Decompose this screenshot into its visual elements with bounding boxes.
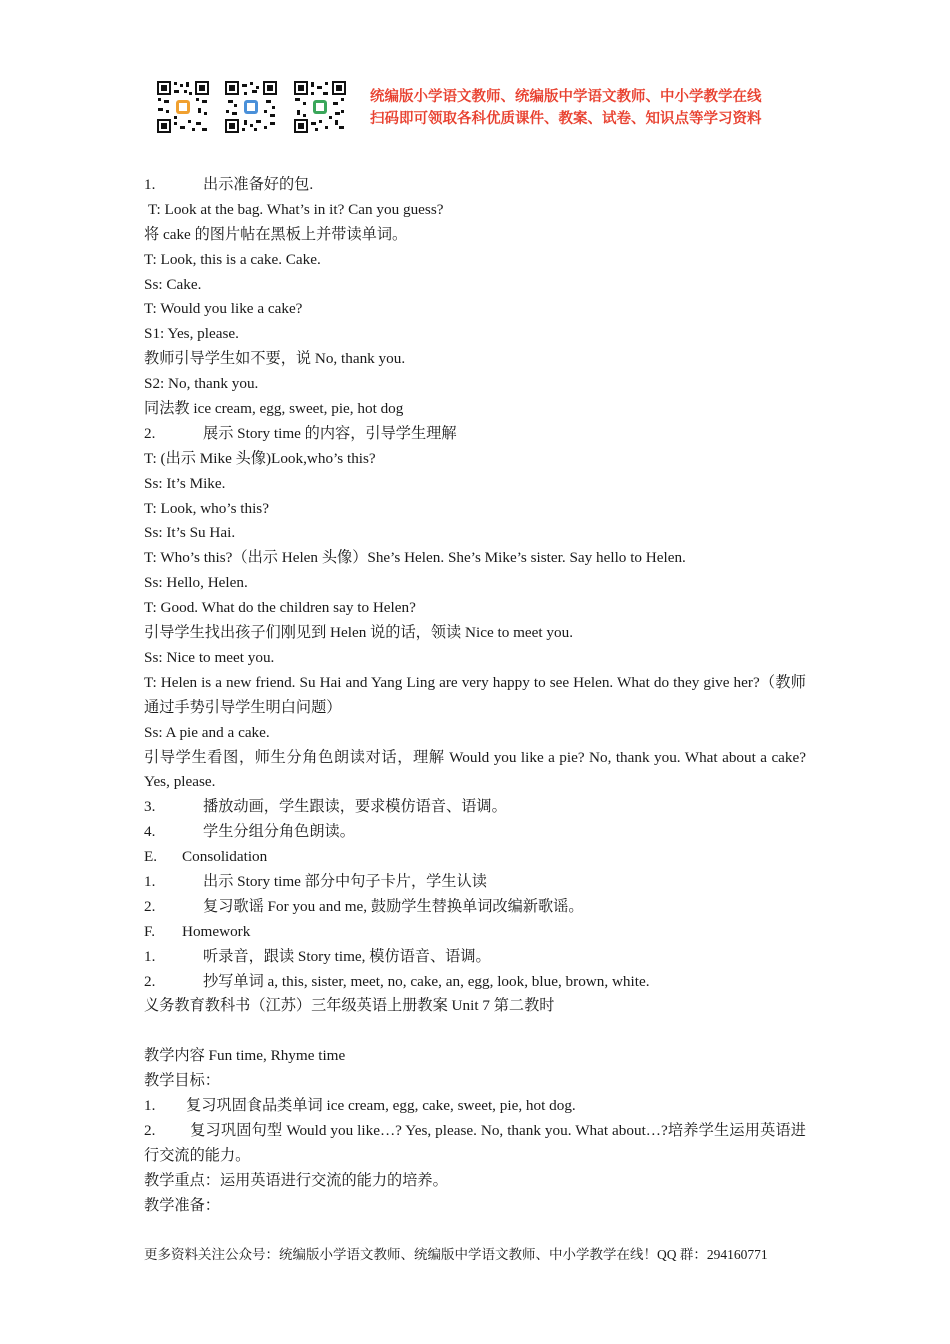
list-number: 1. (144, 176, 156, 193)
list-item (144, 895, 806, 920)
paragraph: 教师引导学生如不要，说 No, thank you. (144, 350, 406, 368)
list-item (144, 820, 806, 845)
dialog-line: Ss: Hello, Helen. (144, 574, 248, 592)
paragraph: 教学准备： (144, 1196, 220, 1214)
header-banner (156, 80, 806, 136)
dialog-line: T: (出示 Mike 头像)Look,who’s this? (144, 449, 376, 467)
list-item (144, 970, 806, 995)
list-text: 复习巩固句型 Would you like…? Yes, please. No, thank you. What about…?培养学生运用英语进行交流的能力。 (144, 1121, 806, 1164)
list-number: 3. (144, 798, 156, 816)
paragraph: 教学目标： (144, 1072, 220, 1090)
dialog-line: Ss: A pie and a cake. (144, 723, 270, 741)
dialog-line: Ss: It’s Mike. (144, 474, 226, 492)
list-number: 1. (144, 873, 156, 890)
header-promo-text (370, 86, 762, 130)
list-item (144, 1119, 806, 1169)
footer-note: 更多资料关注公众号：统编版小学语文教师、统编版中学语文教师、中小学教学在线！QQ 群：294160771 (144, 1247, 768, 1262)
header-line-1: 统编版小学语文教师、统编版中学语文教师、中小学教学在线 (370, 89, 762, 105)
document-title: 义务教育教科书（江苏）三年级英语上册教案 Unit 7 第二教时 (144, 997, 555, 1015)
section-title: Consolidation (182, 848, 268, 866)
list-item (144, 945, 806, 970)
paragraph: 教学内容 Fun time, Rhyme time (144, 1047, 346, 1065)
paragraph: 同法教 ice cream, egg, sweet, pie, hot dog (144, 400, 404, 418)
list-text: 出示 Story time 部分中句子卡片，学生认读 (203, 873, 487, 890)
list-item (144, 422, 806, 447)
dialog-line: S2: No, thank you. (144, 375, 259, 393)
dialog-line: T: Who’s this?（出示 Helen 头像）She’s Helen. She’s Mike’s sister. Say hello to Helen. (144, 549, 686, 567)
list-item (144, 173, 806, 198)
list-text: 复习巩固食品类单词 ice cream, egg, cake, sweet, pie, hot dog. (186, 1097, 576, 1115)
qr-code-icon[interactable] (156, 80, 210, 134)
list-item (144, 795, 806, 820)
list-text: 播放动画，学生跟读，要求模仿语音、语调。 (203, 798, 507, 816)
paragraph: 将 cake 的图片帖在黑板上并带读单词。 (144, 225, 408, 243)
paragraph: 引导学生找出孩子们刚见到 Helen 说的话，领读 Nice to meet you. (144, 624, 573, 642)
section-title: Homework (182, 922, 251, 940)
list-number: 2. (144, 1121, 156, 1139)
list-text: 听录音，跟读 Story time, 模仿语音、语调。 (203, 947, 491, 965)
paragraph: 引导学生看图，师生分角色朗读对话，理解 Would you like a pie? No, thank you. What about a cake? Yes, please. (144, 748, 806, 791)
dialog-line: S1: Yes, please. (144, 325, 239, 343)
list-text: 出示准备好的包. (203, 176, 314, 193)
section-letter: E. (144, 848, 158, 866)
dialog-line: T: Look at the bag. What’s in it? Can you guess? (148, 200, 444, 218)
dialog-line: T: Look, this is a cake. Cake. (144, 250, 321, 268)
section-heading (144, 920, 806, 945)
spacer (144, 1019, 806, 1044)
dialog-line: T: Look, who’s this? (144, 499, 269, 517)
paragraph: 教学重点：运用英语进行交流的能力的培养。 (144, 1171, 448, 1189)
list-number: 4. (144, 823, 156, 841)
section-heading (144, 845, 806, 870)
list-number: 1. (144, 1097, 156, 1115)
dialog-line: Ss: Nice to meet you. (144, 648, 275, 666)
list-number: 2. (144, 897, 156, 915)
list-text: 复习歌谣 For you and me, 鼓励学生替换单词改编新歌谣。 (203, 897, 584, 915)
dialog-line: Ss: It’s Su Hai. (144, 524, 236, 542)
list-number: 2. (144, 424, 156, 442)
list-item (144, 870, 806, 895)
list-text: 抄写单词 a, this, sister, meet, no, cake, an, egg, look, blue, brown, white. (203, 972, 650, 990)
dialog-line: T: Helen is a new friend. Su Hai and Yang Ling are very happy to see Helen. What do they give her?（教师通过手势引导学生明白问题） (144, 673, 806, 716)
dialog-line: T: Would you like a cake? (144, 300, 303, 318)
qr-code-icon[interactable] (293, 80, 347, 134)
list-text: 展示 Story time 的内容，引导学生理解 (203, 424, 457, 442)
dialog-line: T: Good. What do the children say to Helen? (144, 599, 416, 617)
header-line-2: 扫码即可领取各科优质课件、教案、试卷、知识点等学习资料 (370, 111, 762, 127)
list-item (144, 1094, 806, 1119)
qr-code-icon[interactable] (224, 80, 278, 134)
document-body (144, 173, 806, 1219)
list-number: 1. (144, 947, 156, 965)
section-letter: F. (144, 922, 156, 940)
list-text: 学生分组分角色朗读。 (203, 823, 355, 841)
dialog-line: Ss: Cake. (144, 275, 202, 293)
list-number: 2. (144, 972, 156, 990)
